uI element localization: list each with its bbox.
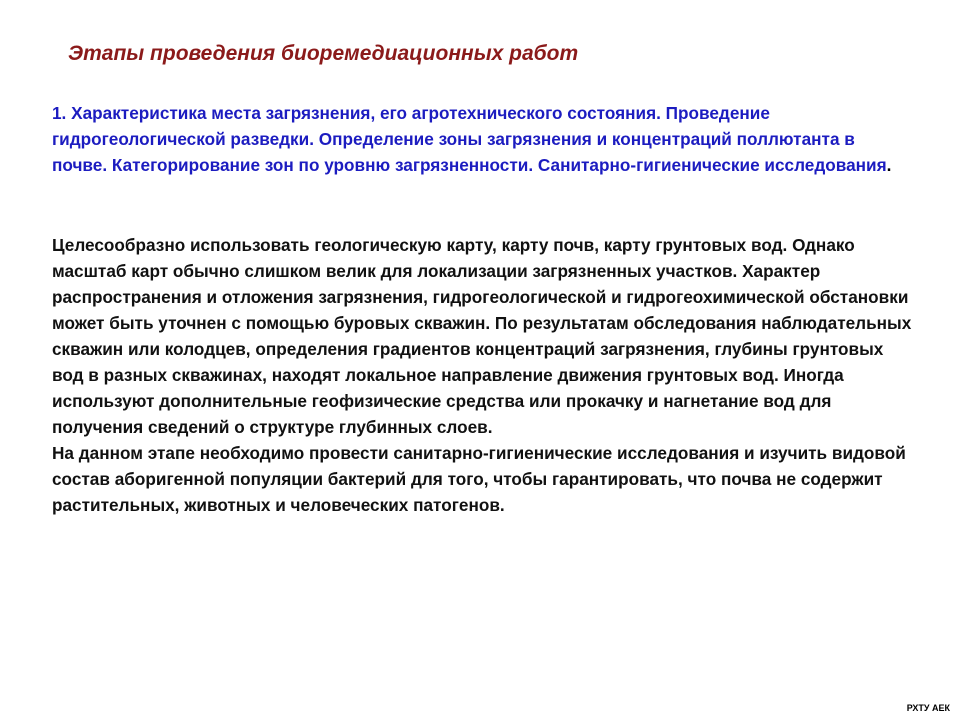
stage-description-period: . <box>886 155 892 175</box>
stage-description-text: 1. Характеристика места загрязнения, его агротехнического состояния. Проведение гидрогеологической разведки. Определение зоны загрязнения и концентраций поллютанта в почве. Категорирование зон по уровню загрязненности. Санитарно-гигиенические исследования <box>52 103 887 175</box>
paragraph-maps: Целесообразно использовать геологическую карту, карту почв, карту грунтовых вод. Однако масштаб карт обычно слишком велик для локализации загрязненных участков. Характер распространения и отложения загрязнения, гидрогеологической и гидрогеохимической обстановки может быть уточнен с помощью буровых скважин. По результатам обследования наблюдательных скважин или колодцев, определения градиентов концентраций загрязнения, глубины грунтовых вод в разных скважинах, находят локальное направление движения грунтовых вод. Иногда используют дополнительные геофизические средства или прокачку и нагнетание вод для получения сведений о структуре глубинных слоев. <box>52 235 912 437</box>
stage-description <box>52 100 912 178</box>
paragraph-sanitary: На данном этапе необходимо провести санитарно-гигиенические исследования и изучить видовой состав аборигенной популяции бактерий для того, чтобы гарантировать, что почва не содержит растительных, животных и человеческих патогенов. <box>52 443 906 515</box>
slide-title: Этапы проведения биоремедиационных работ <box>68 42 579 65</box>
body-text <box>52 232 912 518</box>
footer-label: РХТУ АЕК <box>906 703 950 713</box>
